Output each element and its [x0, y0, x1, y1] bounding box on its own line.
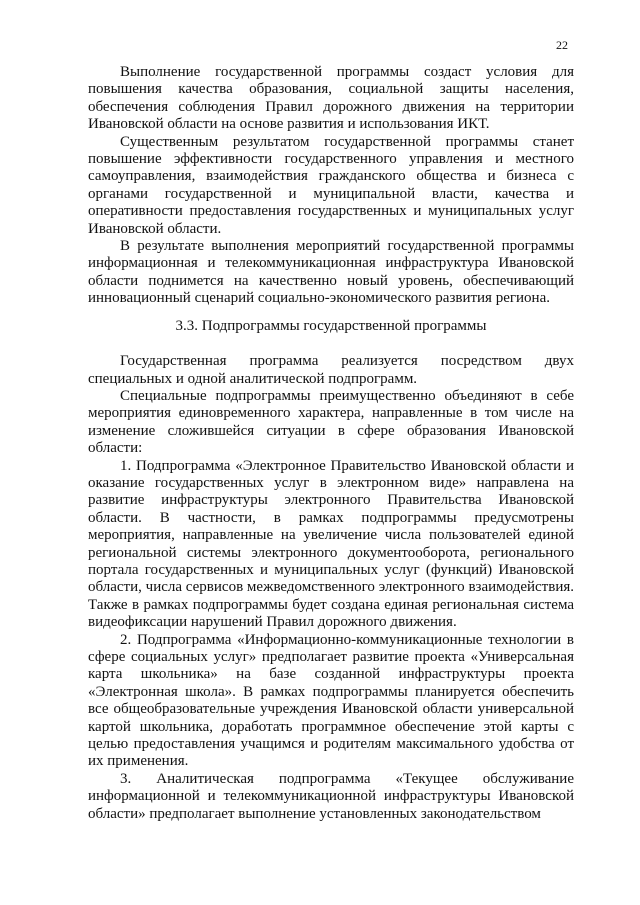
- paragraph-result: Существенным результатом государственной программы станет повышение эффективности государственного управления и местного самоуправления, взаимодействия гражданского общества и бизнеса с органами государственной и муниципальной власти, качества и оперативности предоставления государственных и муниципальных услуг Ивановской области.: [88, 133, 574, 237]
- document-body: [88, 64, 574, 823]
- paragraph-implementation: Государственная программа реализуется посредством двух специальных и одной аналитической подпрограмм.: [88, 353, 574, 387]
- paragraph-special-subprograms: Специальные подпрограммы преимущественно объединяют в себе мероприятия единовременного характера, направленные в том числе на изменение сложившейся ситуации в сфере образования Ивановской области:: [88, 387, 574, 457]
- paragraph-subprogram-2: 2. Подпрограмма «Информационно-коммуникационные технологии в сфере социальных услуг» предполагает развитие проекта «Универсальная карта школьника» на базе созданной инфраструктуры проекта «Электронная школа». В рамках подпрограммы планируется обеспечить все общеобразовательные учреждения Ивановской области универсальной картой школьника, доработать программное обеспечение этой карты с целью предоставления учащимся и родителям максимального удобства от их применения.: [88, 631, 574, 770]
- page-number: 22: [556, 38, 568, 52]
- paragraph-subprogram-1: 1. Подпрограмма «Электронное Правительство Ивановской области и оказание государственных услуг в электронном виде» направлена на развитие инфраструктуры электронного Правительства Ивановской области. В частности, в рамках подпрограммы предусмотрены мероприятия, направленные на увеличение числа пользователей единой региональной системы электронного документооборота, регионального портала государственных и муниципальных услуг (функций) Ивановской области, числа сервисов межведомственного электронного взаимодействия. Также в рамках подпрограммы будет создана единая региональная система видеофиксации нарушений Правил дорожного движения.: [88, 457, 574, 631]
- paragraph-infrastructure: В результате выполнения мероприятий государственной программы информационная и телекоммуникационная инфраструктура Ивановской области поднимется на качественно новый уровень, обеспечивающий инновационный сценарий социально-экономического развития региона.: [88, 238, 574, 307]
- paragraph-subprogram-3: 3. Аналитическая подпрограмма «Текущее обслуживание информационной и телекоммуникационной инфраструктуры Ивановской области» предполагает выполнение установленных законодательством: [88, 770, 574, 822]
- paragraph-conditions: Выполнение государственной программы создаст условия для повышения качества образования, социальной защиты населения, обеспечения соблюдения Правил дорожного движения на территории Ивановской области на основе развития и использования ИКТ.: [88, 64, 574, 133]
- section-heading: 3.3. Подпрограммы государственной программы: [175, 317, 487, 334]
